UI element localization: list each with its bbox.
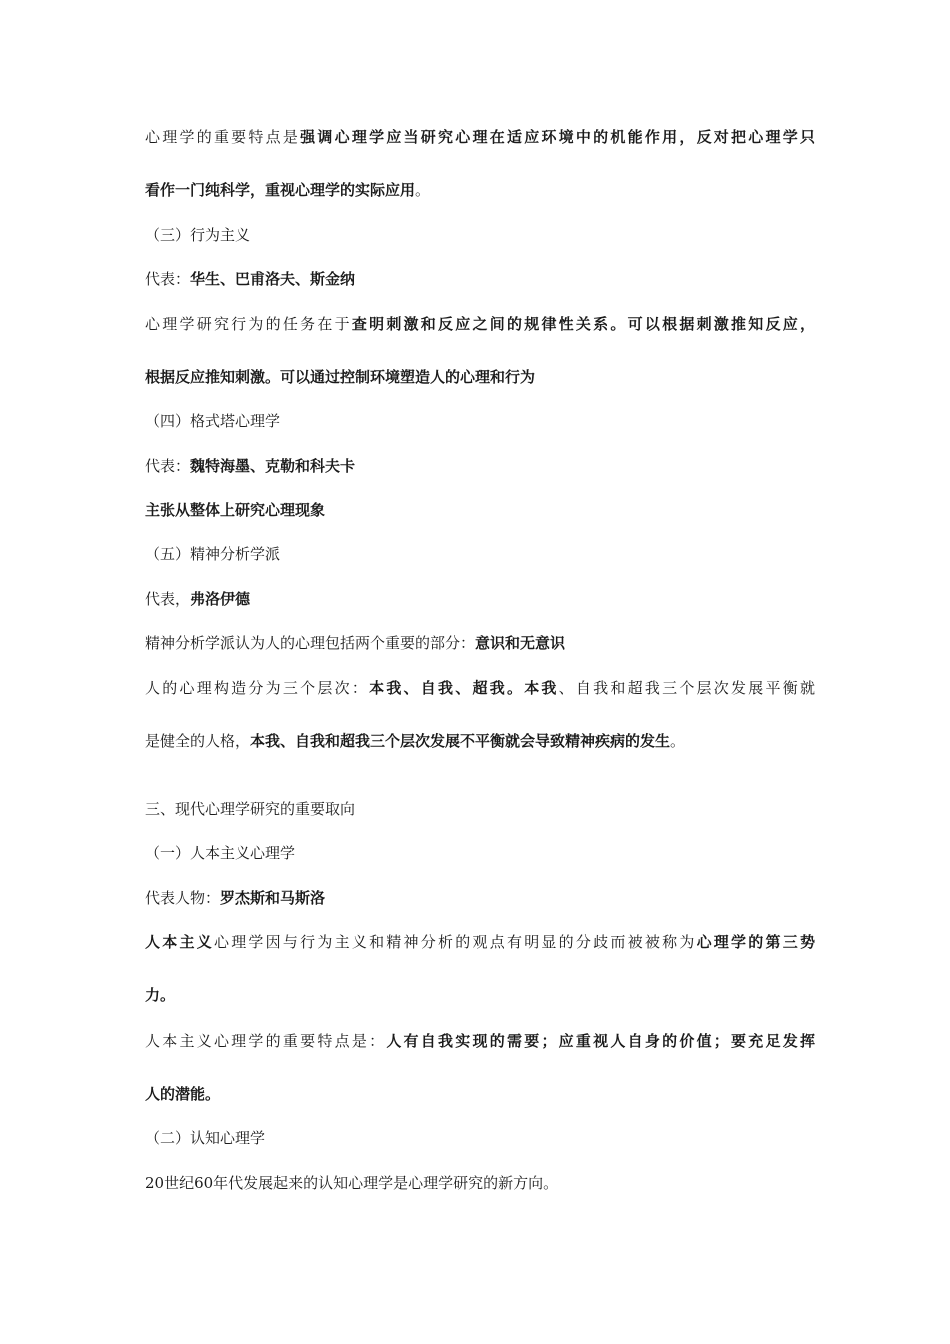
bold-text: 力。 bbox=[145, 986, 176, 1004]
text-line bbox=[145, 411, 815, 431]
text-run: 代表人物： bbox=[145, 889, 221, 907]
bold-text: 弗洛伊德 bbox=[190, 590, 251, 608]
text-run: 代表： bbox=[145, 457, 191, 475]
text-run: 代表： bbox=[145, 270, 191, 288]
text-run: （三）行为主义 bbox=[145, 226, 251, 244]
bold-text: 华生、巴甫洛夫、斯金纳 bbox=[190, 270, 356, 288]
text-run: 精神分析学派认为人的心理包括两个重要的部分： bbox=[145, 634, 476, 652]
text-run: 代表， bbox=[145, 590, 191, 608]
bold-text: 人的潜能。 bbox=[145, 1085, 221, 1103]
text-run: 三、现代心理学研究的重要取向 bbox=[145, 800, 356, 818]
bold-text: 魏特海墨、克勒和科夫卡 bbox=[190, 457, 356, 475]
text-line bbox=[145, 731, 815, 751]
text-line bbox=[145, 985, 815, 1005]
text-line bbox=[145, 799, 815, 819]
text-line bbox=[145, 500, 815, 520]
text-run: 人本主义心理学的重要特点是： bbox=[145, 1032, 387, 1050]
text-line bbox=[145, 932, 815, 952]
text-line bbox=[145, 1128, 815, 1148]
text-line bbox=[145, 888, 815, 908]
text-line bbox=[145, 367, 815, 387]
bold-text: 本我、自我和超我三个层次发展不平衡就会导致精神疾病的发生 bbox=[250, 732, 671, 750]
text-run: 。 bbox=[670, 732, 686, 750]
text-run: 心理学因与行为主义和精神分析的观点有明显的分歧而被被称为 bbox=[213, 933, 697, 951]
bold-text: 意识和无意识 bbox=[475, 634, 566, 652]
text-run: 。 bbox=[415, 181, 431, 199]
bold-text: 根据反应推知刺激。可以通过控制环境塑造人的心理和行为 bbox=[145, 368, 536, 386]
text-line bbox=[145, 589, 815, 609]
text-line bbox=[145, 544, 815, 564]
bold-text: 强调心理学应当研究心理在适应环境中的机能作用，反对把心理学只 bbox=[300, 128, 815, 146]
bold-text: 主张从整体上研究心理现象 bbox=[145, 501, 326, 519]
text-run: 、自我和超我三个层次发展平衡就 bbox=[558, 679, 815, 697]
text-line bbox=[145, 269, 815, 289]
text-line bbox=[145, 127, 815, 147]
text-run: 心理学的重要特点是 bbox=[145, 128, 301, 146]
text-run: （一）人本主义心理学 bbox=[145, 844, 296, 862]
text-line bbox=[145, 1084, 815, 1104]
text-line bbox=[145, 314, 815, 334]
text-line bbox=[145, 1173, 815, 1193]
text-run: 是健全的人格， bbox=[145, 732, 251, 750]
text-line bbox=[145, 180, 815, 200]
text-line bbox=[145, 225, 815, 245]
bold-text: 罗杰斯和马斯洛 bbox=[220, 889, 326, 907]
text-line bbox=[145, 843, 815, 863]
text-run: 人的心理构造分为三个层次： bbox=[145, 679, 370, 697]
bold-text: 本我、自我、超我。本我 bbox=[369, 679, 559, 697]
text-run: 20世纪60年代发展起来的认知心理学是心理学研究的新方向。 bbox=[145, 1174, 559, 1192]
text-line bbox=[145, 1031, 815, 1051]
bold-text: 心理学的第三势 bbox=[696, 933, 815, 951]
text-line bbox=[145, 678, 815, 698]
text-run: （五）精神分析学派 bbox=[145, 545, 281, 563]
bold-text: 人有自我实现的需要；应重视人自身的价值；要充足发挥 bbox=[386, 1032, 815, 1050]
text-line bbox=[145, 456, 815, 476]
text-run: （四）格式塔心理学 bbox=[145, 412, 281, 430]
bold-text: 人本主义 bbox=[145, 933, 214, 951]
bold-text: 查明刺激和反应之间的规律性关系。可以根据刺激推知反应， bbox=[351, 315, 815, 333]
bold-text: 看作一门纯科学，重视心理学的实际应用 bbox=[145, 181, 416, 199]
text-run: 心理学研究行为的任务在于 bbox=[145, 315, 352, 333]
text-line bbox=[145, 633, 815, 653]
text-run: （二）认知心理学 bbox=[145, 1129, 266, 1147]
